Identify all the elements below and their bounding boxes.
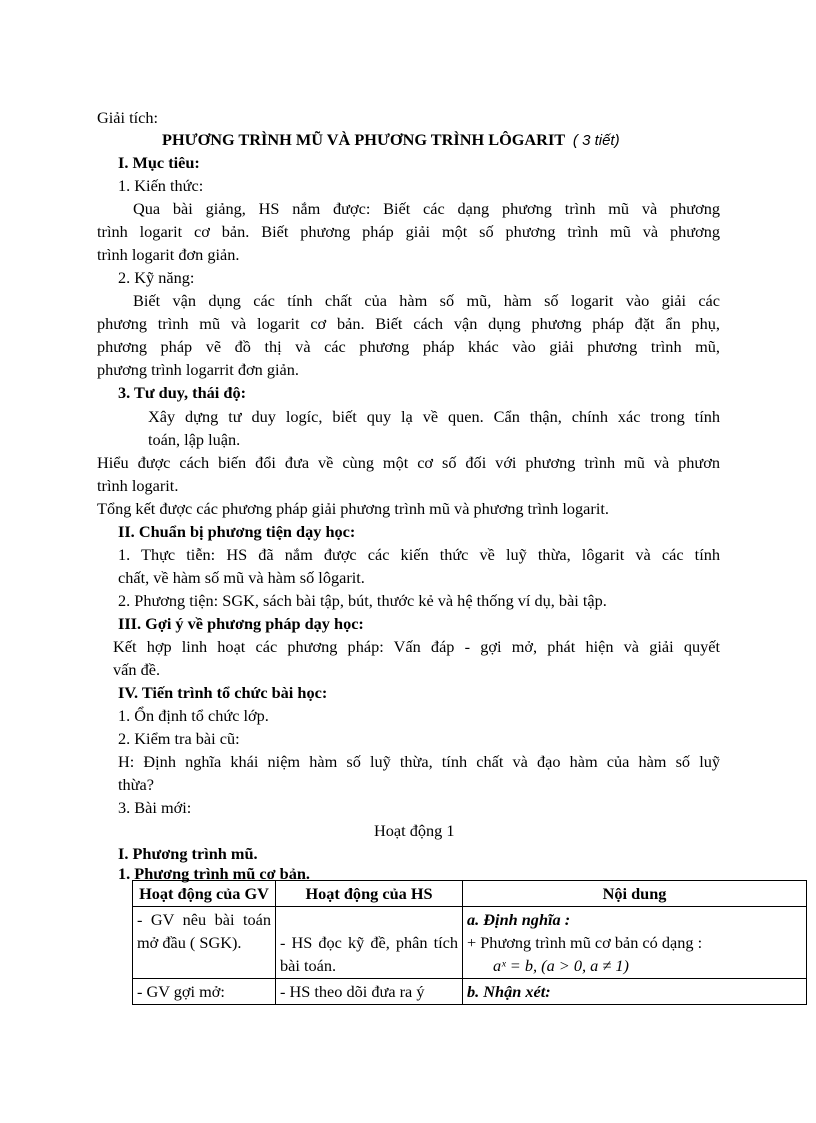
definition-form: + Phương trình mũ cơ bản có dạng : — [467, 933, 703, 952]
extra-line-3: Tổng kết được các phương pháp giải phương trình mũ và phương trình logarit. — [97, 499, 609, 518]
preparation-line-2: chất, về hàm số mũ và hàm số lôgarit. — [118, 568, 365, 587]
extra-line-2: trình logarit. — [97, 476, 179, 495]
thinking-line-1: Xây dựng tư duy logíc, biết quy lạ về quen. Cẩn thận, chính xác trong tính — [148, 407, 720, 426]
knowledge-line-2: trình logarit cơ bản. Biết phương pháp giải một số phương trình mũ và phương — [97, 222, 720, 241]
remark-label: b. Nhận xét: — [463, 979, 807, 1005]
preparation-line-3: 2. Phương tiện: SGK, sách bài tập, bút, thước kẻ và hệ thống ví dụ, bài tập. — [118, 591, 607, 610]
hs-cell-2: - HS theo dõi đưa ra ý — [276, 979, 463, 1005]
subject-label: Giải tích: — [97, 108, 159, 127]
section-process-heading: IV. Tiến trình tổ chức bài học: — [118, 683, 328, 702]
knowledge-line-1: Qua bài giảng, HS nắm được: Biết các dạng phương trình mũ và phương — [133, 199, 720, 218]
content-cell-1 — [463, 907, 807, 979]
method-line-2: vấn đề. — [113, 660, 161, 679]
table-row — [133, 979, 807, 1005]
knowledge-line-3: trình logarit đơn giản. — [97, 245, 240, 264]
activity-table — [132, 880, 807, 1005]
header-gv: Hoạt động của GV — [133, 881, 276, 907]
skills-line-4: phương trình logarrit đơn giản. — [97, 360, 299, 379]
table-header-row — [133, 881, 807, 907]
process-line-1: 1. Ổn định tổ chức lớp. — [118, 706, 269, 725]
title-periods: ( 3 tiết) — [572, 132, 620, 149]
thinking-heading: 3. Tư duy, thái độ: — [118, 383, 247, 402]
activity-heading: Hoạt động 1 — [374, 821, 455, 840]
knowledge-heading: 1. Kiến thức: — [118, 176, 204, 195]
page-title — [162, 128, 620, 152]
thinking-line-2: toán, lập luận. — [148, 430, 241, 449]
extra-line-1: Hiểu được cách biến đổi đưa về cùng một cơ số đối với phương trình mũ và phươn — [97, 453, 720, 472]
section-preparation-heading: II. Chuẩn bị phương tiện dạy học: — [118, 522, 356, 541]
process-line-2: 2. Kiểm tra bài cũ: — [118, 729, 240, 748]
definition-label: a. Định nghĩa : — [467, 910, 571, 929]
method-line-1: Kết hợp linh hoạt các phương pháp: Vấn đáp - gợi mở, phát hiện và giải quyết — [113, 637, 720, 656]
process-line-3: H: Định nghĩa khái niệm hàm số luỹ thừa, tính chất và đạo hàm của hàm số luỹ — [118, 752, 720, 771]
gv-cell-2: - GV gợi mở: — [133, 979, 276, 1005]
header-content: Nội dung — [463, 881, 807, 907]
definition-equation: aˣ = b, (a > 0, a ≠ 1) — [493, 956, 629, 975]
header-hs: Hoạt động của HS — [276, 881, 463, 907]
skills-line-1: Biết vận dụng các tính chất của hàm số mũ, hàm số logarit vào giải các — [133, 291, 720, 310]
title-main: PHƯƠNG TRÌNH MŨ VÀ PHƯƠNG TRÌNH LÔGARIT — [162, 130, 565, 149]
section-objectives-heading: I. Mục tiêu: — [118, 153, 200, 172]
hs-cell-1: - HS đọc kỹ đề, phân tích bài toán. — [276, 907, 463, 979]
part-exponential-subheading: 1. Phương trình mũ cơ bản. — [118, 864, 311, 883]
process-line-4: thừa? — [118, 775, 154, 794]
table-row — [133, 907, 807, 979]
skills-heading: 2. Kỹ năng: — [118, 268, 195, 287]
gv-cell-1: - GV nêu bài toán mở đầu ( SGK). — [133, 907, 276, 979]
skills-line-3: phương pháp vẽ đồ thị và các phương pháp khác vào giải phương trình mũ, — [97, 337, 720, 356]
section-method-heading: III. Gợi ý về phương pháp dạy học: — [118, 614, 364, 633]
preparation-line-1: 1. Thực tiễn: HS đã nắm được các kiến thức về luỹ thừa, lôgarit và các tính — [118, 545, 720, 564]
process-line-5: 3. Bài mới: — [118, 798, 192, 817]
skills-line-2: phương trình mũ và logarit cơ bản. Biết cách vận dụng phương pháp đặt ẩn phụ, — [97, 314, 720, 333]
part-exponential-heading: I. Phương trình mũ. — [118, 844, 258, 863]
